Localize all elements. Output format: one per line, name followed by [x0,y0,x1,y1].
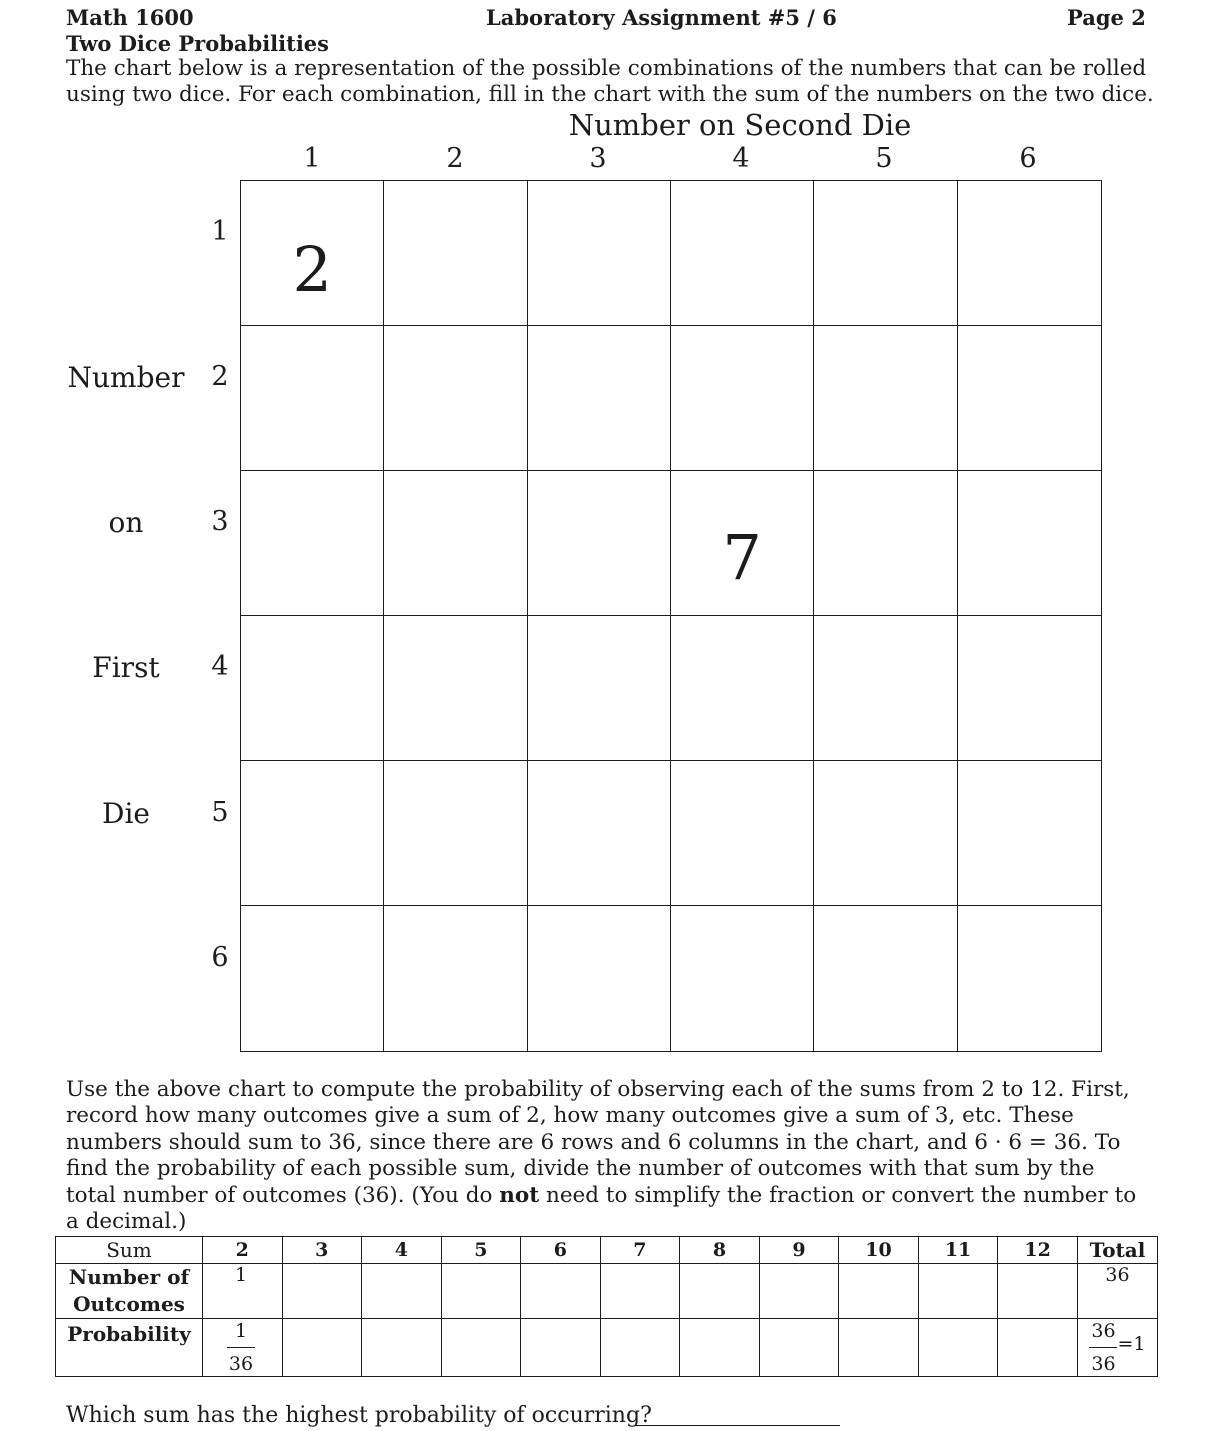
sum-header: 4 [362,1237,442,1264]
grid-cell[interactable] [384,181,527,326]
probability-total [1078,1319,1158,1377]
row-axis-word: First [92,651,160,684]
grid-cell[interactable] [528,616,671,761]
outcomes-cell[interactable] [680,1264,760,1319]
table-row [56,1264,1158,1319]
question-text: Which sum has the highest probability of occurring? [66,1403,652,1428]
fraction [1089,1319,1117,1376]
column-label: 5 [875,143,893,174]
instructions-bold-word: not [499,1182,540,1208]
grid-cell[interactable] [671,471,814,616]
sum-header: 8 [680,1237,760,1264]
outcomes-row-label [56,1264,203,1319]
sum-row-label: Sum [56,1237,203,1264]
column-label: 3 [589,143,607,174]
sum-header: 6 [521,1237,601,1264]
dice-sum-grid [240,180,1102,1052]
probability-cell[interactable] [203,1319,283,1377]
sum-header: 9 [759,1237,839,1264]
course-name: Math 1600 [66,5,194,30]
grid-cell[interactable] [384,326,527,471]
sum-header: 2 [203,1237,283,1264]
grid-cell[interactable] [528,471,671,616]
grid-cell[interactable] [528,181,671,326]
grid-cell[interactable] [528,326,671,471]
outcomes-label-line2: Outcomes [73,1292,185,1316]
fraction-bar [1089,1347,1117,1348]
row-label: 5 [211,797,229,828]
outcomes-cell[interactable] [282,1264,362,1319]
fraction-denominator: 36 [228,1353,254,1375]
instructions-paragraph [66,1077,1146,1235]
probability-cell[interactable] [282,1319,362,1377]
probability-cell[interactable] [839,1319,919,1377]
outcomes-cell[interactable] [839,1264,919,1319]
grid-cell[interactable] [384,761,527,906]
intro-paragraph: The chart below is a representation of the possible combinations of the numbers that can be rolled using two dice. For each combination, fill in the chart with the sum of the numbers on the two dice. [66,56,1154,107]
grid-cell[interactable] [814,616,957,761]
sum-header: 3 [282,1237,362,1264]
grid-cell[interactable] [241,471,384,616]
outcomes-cell[interactable] [918,1264,998,1319]
fraction [227,1319,255,1376]
grid-cell[interactable] [958,326,1101,471]
grid-cell[interactable] [958,471,1101,616]
grid-cell[interactable] [958,761,1101,906]
outcomes-cell[interactable] [600,1264,680,1319]
cell-value: 2 [292,233,332,306]
grid-cell[interactable] [814,326,957,471]
column-label: 4 [732,143,750,174]
column-label: 2 [446,143,464,174]
column-axis-title: Number on Second Die [568,108,912,142]
table-row [56,1319,1158,1377]
grid-cell[interactable] [384,616,527,761]
probability-cell[interactable] [998,1319,1078,1377]
sum-header: 5 [441,1237,521,1264]
grid-cell[interactable] [241,906,384,1051]
probability-cell[interactable] [759,1319,839,1377]
row-label: 4 [211,651,229,682]
outcomes-cell[interactable] [998,1264,1078,1319]
row-label: 3 [211,506,229,537]
outcomes-cell[interactable] [521,1264,601,1319]
grid-cell[interactable] [528,761,671,906]
probability-cell[interactable] [362,1319,442,1377]
grid-cell[interactable] [814,906,957,1051]
probability-cell[interactable] [918,1319,998,1377]
grid-cell[interactable] [241,616,384,761]
fraction-numerator: 1 [234,1320,248,1342]
grid-cell[interactable] [814,181,957,326]
probability-cell[interactable] [600,1319,680,1377]
row-label: 1 [211,216,229,247]
fraction-bar [227,1347,255,1348]
grid-cell[interactable] [958,616,1101,761]
sum-header: 12 [998,1237,1078,1264]
row-axis-word: Die [102,797,150,830]
row-axis-word: Number [67,361,185,394]
probability-cell[interactable] [441,1319,521,1377]
assignment-title: Laboratory Assignment #5 / 6 [486,5,837,30]
answer-blank[interactable] [636,1425,840,1426]
outcomes-cell[interactable] [362,1264,442,1319]
outcomes-cell[interactable] [441,1264,521,1319]
column-label: 1 [303,143,321,174]
fraction-denominator: 36 [1091,1353,1116,1375]
instructions-text-start: Use the above chart to compute the probability of observing each of the sums from 2 to 12. First, record how many outcomes give a sum of 2, how many outcomes give a sum of 3, etc. These numbers should sum to 36, since there are 6 rows and 6 columns in the chart, and 6 · 6 = 36. To find the probability of each possible sum, divide the number of outcomes with that sum by the total number of outcomes (36). (You do [66,1077,1130,1208]
outcomes-total: 36 [1078,1264,1158,1319]
sum-header: 7 [600,1237,680,1264]
grid-cell[interactable] [671,761,814,906]
outcomes-cell[interactable]: 1 [203,1264,283,1319]
grid-cell[interactable] [671,181,814,326]
grid-cell[interactable] [384,906,527,1051]
outcomes-cell[interactable] [759,1264,839,1319]
column-label: 6 [1019,143,1037,174]
fraction-numerator: 36 [1091,1320,1116,1342]
sum-probability-table [55,1236,1158,1377]
table-row [56,1237,1158,1264]
row-label: 6 [211,942,229,973]
grid-cell[interactable] [671,616,814,761]
grid-cell[interactable] [384,471,527,616]
grid-cell[interactable] [814,761,957,906]
equals-one: =1 [1117,1333,1146,1355]
page-number: Page 2 [1067,5,1146,30]
probability-cell[interactable] [521,1319,601,1377]
grid-cell[interactable] [958,906,1101,1051]
probability-cell[interactable] [680,1319,760,1377]
grid-cell[interactable] [814,471,957,616]
total-header: Total [1078,1237,1158,1264]
cell-value: 7 [722,521,762,594]
grid-cell[interactable] [241,761,384,906]
grid-cell[interactable] [528,906,671,1051]
sum-header: 10 [839,1237,919,1264]
grid-cell[interactable] [241,181,384,326]
grid-cell[interactable] [958,181,1101,326]
page-title: Two Dice Probabilities [66,31,329,56]
grid-cell[interactable] [671,906,814,1051]
grid-cell[interactable] [241,326,384,471]
row-label: 2 [211,361,229,392]
row-axis-word: on [108,506,144,539]
grid-cell[interactable] [671,326,814,471]
sum-header: 11 [918,1237,998,1264]
probability-row-label: Probability [56,1319,203,1377]
instructions-text-end: need to simplify the fraction or convert the number to a decimal.) [66,1182,1137,1235]
outcomes-label-line1: Number of [68,1265,190,1289]
